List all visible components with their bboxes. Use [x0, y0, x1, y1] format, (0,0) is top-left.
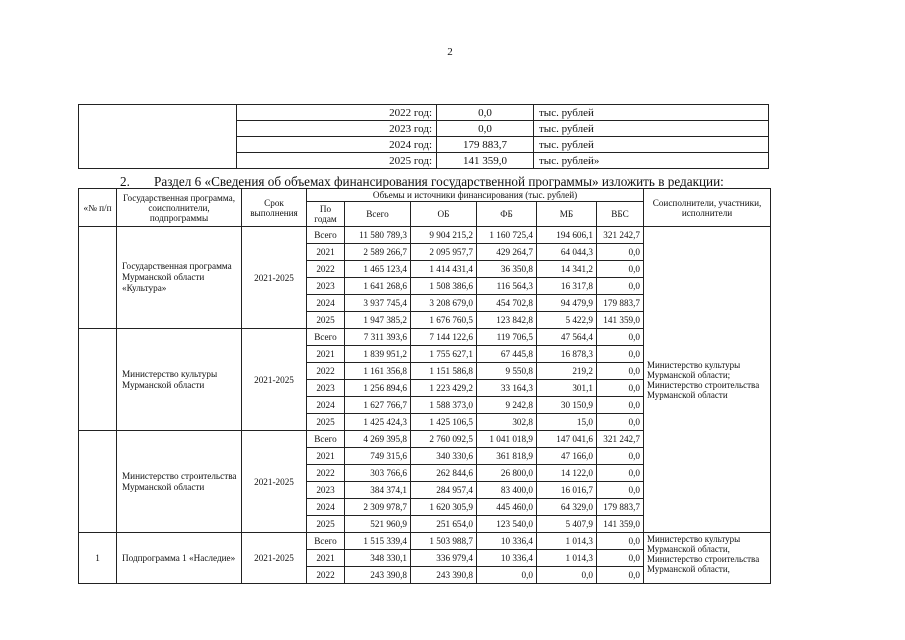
year-cell: 2022 [307, 567, 345, 584]
value-ob: 284 957,4 [411, 482, 477, 499]
value-mb: 15,0 [537, 414, 597, 431]
value-total: 3 937 745,4 [345, 295, 411, 312]
page-number: 2 [447, 46, 453, 58]
year-cell: 2024 [307, 499, 345, 516]
value-total: 4 269 395,8 [345, 431, 411, 448]
value-fb: 67 445,8 [477, 346, 537, 363]
continuation-row [79, 105, 769, 121]
year-cell: 2025 [307, 414, 345, 431]
value-fb: 361 818,9 [477, 448, 537, 465]
program-name: Государственная программа Мурманской области «Культура» [117, 227, 242, 329]
year-cell: Всего [307, 227, 345, 244]
program-period: 2021-2025 [242, 533, 307, 584]
value-vbs: 141 359,0 [597, 312, 644, 329]
value-vbs: 0,0 [597, 363, 644, 380]
value-total: 2 589 266,7 [345, 244, 411, 261]
continuation-year: 2025 год: [237, 153, 437, 169]
value-mb: 30 150,9 [537, 397, 597, 414]
program-name: Министерство культуры Мурманской области [117, 329, 242, 431]
value-vbs: 321 242,7 [597, 227, 644, 244]
value-fb: 429 264,7 [477, 244, 537, 261]
value-mb: 64 044,3 [537, 244, 597, 261]
year-cell: 2023 [307, 278, 345, 295]
coexecutors-cell: Министерство культуры Мурманской области, Министерство строительства Мурманской области, [644, 533, 771, 584]
coexecutors-cell: Министерство культуры Мурманской области; Министерство строительства Мурманской области [644, 227, 771, 533]
value-vbs: 0,0 [597, 482, 644, 499]
header-period: Срок выполнения [242, 189, 307, 227]
header-volumes: Объемы и источники финансирования (тыс. рублей) [307, 189, 644, 202]
value-ob: 1 151 586,8 [411, 363, 477, 380]
row-index [79, 329, 117, 431]
value-total: 749 315,6 [345, 448, 411, 465]
value-total: 521 960,9 [345, 516, 411, 533]
value-ob: 243 390,8 [411, 567, 477, 584]
year-cell: 2021 [307, 550, 345, 567]
value-vbs: 321 242,7 [597, 431, 644, 448]
value-ob: 9 904 215,2 [411, 227, 477, 244]
table-row [79, 227, 771, 244]
value-ob: 251 654,0 [411, 516, 477, 533]
continuation-year: 2023 год: [237, 121, 437, 137]
value-fb: 10 336,4 [477, 550, 537, 567]
value-vbs: 0,0 [597, 397, 644, 414]
value-ob: 2 760 092,5 [411, 431, 477, 448]
value-ob: 2 095 957,7 [411, 244, 477, 261]
value-total: 243 390,8 [345, 567, 411, 584]
value-vbs: 141 359,0 [597, 516, 644, 533]
value-fb: 116 564,3 [477, 278, 537, 295]
value-fb: 123 842,8 [477, 312, 537, 329]
year-cell: 2022 [307, 261, 345, 278]
program-name: Министерство строительства Мурманской области [117, 431, 242, 533]
value-total: 11 580 789,3 [345, 227, 411, 244]
row-index [79, 227, 117, 329]
value-ob: 1 503 988,7 [411, 533, 477, 550]
value-total: 2 309 978,7 [345, 499, 411, 516]
header-mb: МБ [537, 202, 597, 227]
value-mb: 47 564,4 [537, 329, 597, 346]
value-total: 7 311 393,6 [345, 329, 411, 346]
value-vbs: 0,0 [597, 567, 644, 584]
value-ob: 1 620 305,9 [411, 499, 477, 516]
header-ob: ОБ [411, 202, 477, 227]
value-fb: 0,0 [477, 567, 537, 584]
value-total: 1 256 894,6 [345, 380, 411, 397]
continuation-unit: тыс. рублей» [534, 153, 769, 169]
value-mb: 94 479,9 [537, 295, 597, 312]
header-vbs: ВБС [597, 202, 644, 227]
continuation-year: 2024 год: [237, 137, 437, 153]
value-vbs: 0,0 [597, 261, 644, 278]
value-fb: 1 160 725,4 [477, 227, 537, 244]
value-fb: 36 350,8 [477, 261, 537, 278]
value-vbs: 0,0 [597, 346, 644, 363]
value-vbs: 0,0 [597, 244, 644, 261]
value-fb: 33 164,3 [477, 380, 537, 397]
value-total: 1 465 123,4 [345, 261, 411, 278]
year-cell: 2024 [307, 397, 345, 414]
value-fb: 454 702,8 [477, 295, 537, 312]
continuation-unit: тыс. рублей [534, 105, 769, 121]
continuation-value: 179 883,7 [437, 137, 534, 153]
continuation-value: 0,0 [437, 121, 534, 137]
year-cell: 2023 [307, 380, 345, 397]
value-ob: 1 676 760,5 [411, 312, 477, 329]
continuation-table [78, 104, 769, 169]
year-cell: 2022 [307, 363, 345, 380]
value-mb: 147 041,6 [537, 431, 597, 448]
table-row [79, 533, 771, 550]
value-mb: 1 014,3 [537, 550, 597, 567]
value-vbs: 179 883,7 [597, 295, 644, 312]
value-fb: 445 460,0 [477, 499, 537, 516]
value-vbs: 179 883,7 [597, 499, 644, 516]
value-ob: 1 414 431,4 [411, 261, 477, 278]
value-mb: 16 878,3 [537, 346, 597, 363]
continuation-value: 0,0 [437, 105, 534, 121]
value-total: 303 766,6 [345, 465, 411, 482]
value-vbs: 0,0 [597, 278, 644, 295]
year-cell: 2025 [307, 312, 345, 329]
continuation-unit: тыс. рублей [534, 137, 769, 153]
value-vbs: 0,0 [597, 465, 644, 482]
value-mb: 47 166,0 [537, 448, 597, 465]
header-program: Государственная программа, соисполнители, подпрограммы [117, 189, 242, 227]
value-total: 1 627 766,7 [345, 397, 411, 414]
financing-table [78, 188, 771, 584]
value-mb: 16 317,8 [537, 278, 597, 295]
value-total: 384 374,1 [345, 482, 411, 499]
value-fb: 10 336,4 [477, 533, 537, 550]
value-fb: 9 550,8 [477, 363, 537, 380]
value-total: 1 641 268,6 [345, 278, 411, 295]
value-ob: 3 208 679,0 [411, 295, 477, 312]
value-fb: 9 242,8 [477, 397, 537, 414]
value-fb: 26 800,0 [477, 465, 537, 482]
value-ob: 1 508 386,6 [411, 278, 477, 295]
row-index [79, 431, 117, 533]
continuation-year: 2022 год: [237, 105, 437, 121]
value-vbs: 0,0 [597, 380, 644, 397]
value-mb: 219,2 [537, 363, 597, 380]
value-fb: 119 706,5 [477, 329, 537, 346]
continuation-unit: тыс. рублей [534, 121, 769, 137]
value-ob: 340 330,6 [411, 448, 477, 465]
value-mb: 14 122,0 [537, 465, 597, 482]
continuation-blank-cell [79, 105, 237, 169]
section-text: Раздел 6 «Сведения об объемах финансирования государственной программы» изложить в редакции: [154, 174, 724, 189]
value-ob: 1 588 373,0 [411, 397, 477, 414]
year-cell: 2024 [307, 295, 345, 312]
value-ob: 336 979,4 [411, 550, 477, 567]
continuation-value: 141 359,0 [437, 153, 534, 169]
header-fb: ФБ [477, 202, 537, 227]
year-cell: 2021 [307, 448, 345, 465]
value-mb: 64 329,0 [537, 499, 597, 516]
value-mb: 14 341,2 [537, 261, 597, 278]
value-mb: 5 422,9 [537, 312, 597, 329]
year-cell: Всего [307, 431, 345, 448]
value-ob: 1 425 106,5 [411, 414, 477, 431]
value-ob: 262 844,6 [411, 465, 477, 482]
program-name: Подпрограмма 1 «Наследие» [117, 533, 242, 584]
value-mb: 0,0 [537, 567, 597, 584]
year-cell: 2021 [307, 346, 345, 363]
value-total: 1 515 339,4 [345, 533, 411, 550]
value-ob: 7 144 122,6 [411, 329, 477, 346]
year-cell: Всего [307, 533, 345, 550]
year-cell: 2023 [307, 482, 345, 499]
year-cell: Всего [307, 329, 345, 346]
value-vbs: 0,0 [597, 533, 644, 550]
year-cell: 2021 [307, 244, 345, 261]
header-coexecutors: Соисполнители, участники, исполнители [644, 189, 771, 227]
value-total: 348 330,1 [345, 550, 411, 567]
value-mb: 194 606,1 [537, 227, 597, 244]
value-ob: 1 755 627,1 [411, 346, 477, 363]
year-cell: 2025 [307, 516, 345, 533]
header-num: «№ п/п [79, 189, 117, 227]
value-fb: 83 400,0 [477, 482, 537, 499]
value-vbs: 0,0 [597, 414, 644, 431]
value-mb: 301,1 [537, 380, 597, 397]
value-vbs: 0,0 [597, 550, 644, 567]
value-fb: 1 041 018,9 [477, 431, 537, 448]
value-total: 1 839 951,2 [345, 346, 411, 363]
value-mb: 5 407,9 [537, 516, 597, 533]
value-mb: 1 014,3 [537, 533, 597, 550]
value-total: 1 947 385,2 [345, 312, 411, 329]
value-vbs: 0,0 [597, 448, 644, 465]
value-vbs: 0,0 [597, 329, 644, 346]
value-ob: 1 223 429,2 [411, 380, 477, 397]
program-period: 2021-2025 [242, 431, 307, 533]
program-period: 2021-2025 [242, 227, 307, 329]
value-total: 1 425 424,3 [345, 414, 411, 431]
row-index: 1 [79, 533, 117, 584]
header-total: Всего [345, 202, 411, 227]
program-period: 2021-2025 [242, 329, 307, 431]
value-mb: 16 016,7 [537, 482, 597, 499]
value-fb: 302,8 [477, 414, 537, 431]
value-total: 1 161 356,8 [345, 363, 411, 380]
header-by-year: По годам [307, 202, 345, 227]
value-fb: 123 540,0 [477, 516, 537, 533]
year-cell: 2022 [307, 465, 345, 482]
section-number: 2. [120, 174, 130, 189]
